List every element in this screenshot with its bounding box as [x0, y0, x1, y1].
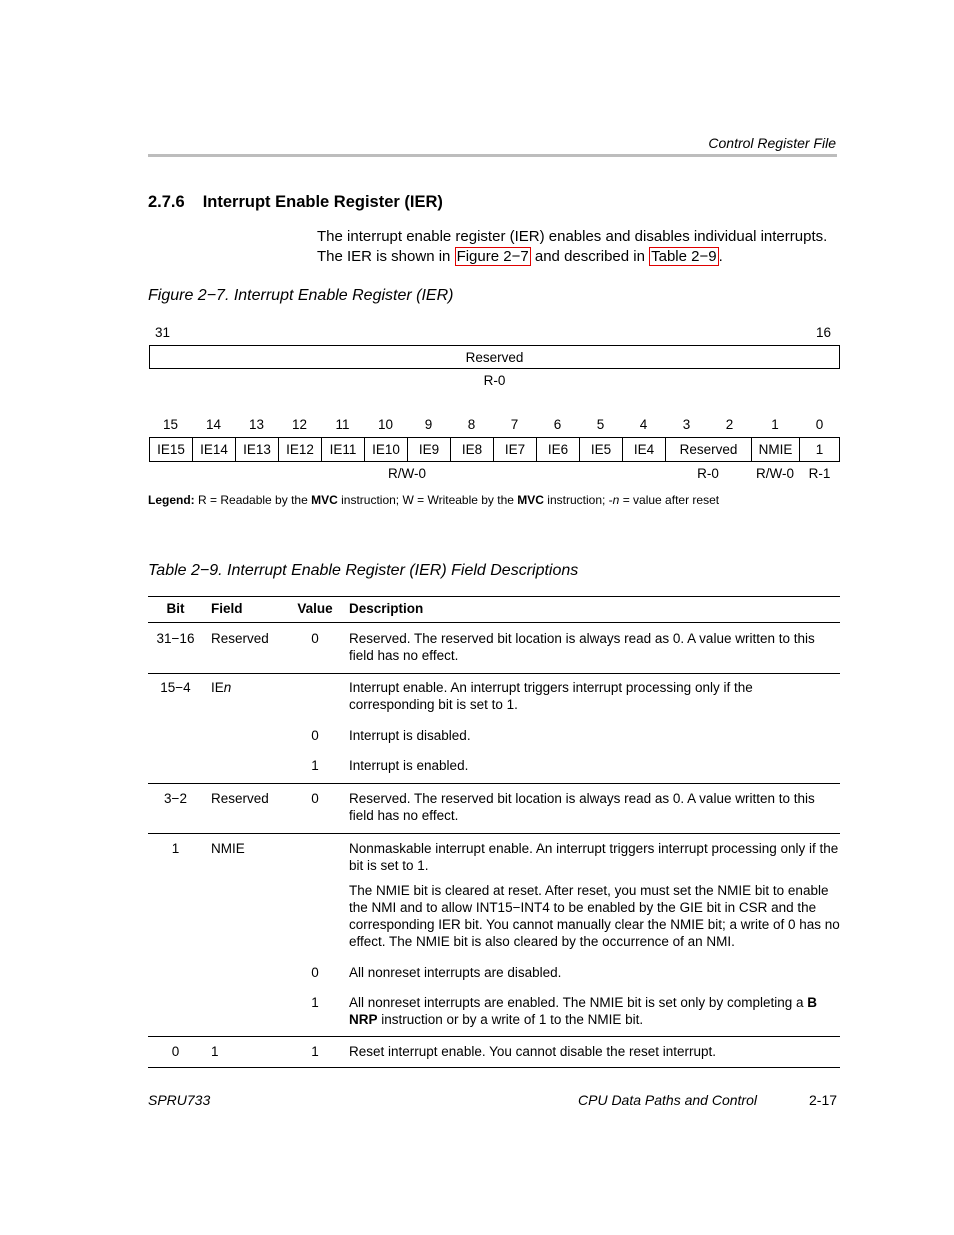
nmie-desc-a: Nonmaskable interrupt enable. An interrupt triggers interrupt processing only if the bit is set to 1. — [349, 841, 839, 873]
access-upper: R-0 — [483, 373, 506, 388]
cell-field: Reserved — [203, 623, 289, 674]
register-field-ie4: IE4 — [623, 438, 666, 461]
access-bit0: R-1 — [808, 466, 831, 481]
cell-bit: 0 — [148, 1037, 203, 1068]
cell-empty — [148, 719, 203, 749]
table-row — [148, 623, 840, 674]
cell-field: 1 — [203, 1037, 289, 1068]
bit-number: 4 — [639, 417, 648, 432]
cell-value: 1 — [289, 1037, 341, 1068]
register-upper — [149, 345, 840, 369]
register-field-ie14: IE14 — [193, 438, 236, 461]
register-field-ie8: IE8 — [451, 438, 494, 461]
register-field-ie13: IE13 — [236, 438, 279, 461]
footer-chapter: CPU Data Paths and Control — [578, 1092, 757, 1108]
cell-empty — [203, 956, 289, 986]
intro-text: The IER is shown in — [317, 248, 455, 265]
bit-number: 6 — [553, 417, 562, 432]
cell-value: 1 — [289, 749, 341, 784]
bit-number: 8 — [467, 417, 476, 432]
cell-empty — [203, 749, 289, 784]
register-field-ie7: IE7 — [494, 438, 537, 461]
table-caption: Table 2−9. Interrupt Enable Register (IER) Field Descriptions — [148, 562, 579, 579]
cell-bit: 1 — [171, 841, 180, 856]
register-field-ie12: IE12 — [279, 438, 322, 461]
table-subrow — [148, 719, 840, 749]
legend-text: = value after reset — [619, 493, 720, 507]
table-subrow — [148, 956, 840, 986]
register-field-nmie: NMIE — [752, 438, 800, 461]
intro-line-1: The interrupt enable register (IER) enables and disables individual interrupts. — [317, 228, 828, 245]
cell-bit: 31−16 — [148, 623, 203, 674]
footer-page-number: 2-17 — [809, 1092, 838, 1108]
cell-field: NMIE — [211, 841, 245, 856]
table-2-9-link[interactable]: Table 2−9 — [651, 248, 717, 265]
cell-value: 0 — [289, 623, 341, 674]
header-rule — [148, 154, 837, 157]
cell-value: 0 — [311, 728, 319, 743]
cell-description: Reserved. The reserved bit location is always read as 0. A value written to this field has no effect. — [341, 623, 840, 674]
header-description: Description — [341, 597, 840, 623]
cell-field: Reserved — [203, 784, 289, 834]
register-field-reserved-lower: Reserved — [666, 438, 752, 461]
bit-number-31: 31 — [155, 325, 171, 340]
cell-value: 0 — [289, 784, 341, 834]
table-row — [148, 834, 840, 957]
cell-bit: 15−4 — [160, 680, 191, 695]
cell-value — [289, 834, 341, 957]
table-row — [148, 784, 840, 834]
legend-label: Legend: — [148, 493, 195, 507]
cell-bit: 3−2 — [148, 784, 203, 834]
bit-number: 0 — [815, 417, 824, 432]
bit-number: 2 — [725, 417, 734, 432]
legend-mvc: MVC — [517, 493, 544, 507]
legend-n: n — [612, 493, 620, 507]
bit-number: 5 — [596, 417, 605, 432]
register-lower — [149, 437, 840, 462]
intro-text: . — [718, 248, 723, 265]
bit-number: 15 — [162, 417, 179, 432]
table-subrow — [148, 986, 840, 1037]
cell-description: Interrupt is disabled. — [349, 728, 471, 743]
cell-description — [341, 986, 840, 1037]
cell-empty — [148, 749, 203, 784]
section-title-text: Interrupt Enable Register (IER) — [202, 193, 443, 211]
register-field-ie6: IE6 — [537, 438, 580, 461]
cell-description: Reset interrupt enable. You cannot disable the reset interrupt. — [341, 1037, 840, 1068]
bit-number: 3 — [682, 417, 691, 432]
cell-empty — [148, 956, 203, 986]
legend — [148, 493, 719, 507]
access-nmie: R/W-0 — [755, 466, 794, 481]
field-n: n — [223, 680, 232, 695]
register-field-ie9: IE9 — [408, 438, 451, 461]
desc-bold: B NRP — [349, 995, 817, 1027]
field-description-table — [148, 596, 840, 1068]
table-row — [148, 674, 840, 720]
bit-number: 13 — [248, 417, 265, 432]
cell-description: Interrupt is enabled. — [341, 749, 840, 784]
running-head: Control Register File — [708, 135, 836, 151]
table-subrow — [148, 749, 840, 784]
bit-number: 14 — [205, 417, 222, 432]
register-field-bit0: 1 — [815, 442, 824, 457]
legend-text: instruction; W = Writeable by the — [337, 493, 518, 507]
cell-value — [289, 674, 341, 720]
register-field-ie15: IE15 — [150, 438, 193, 461]
legend-mvc: MVC — [311, 493, 338, 507]
cell-empty — [148, 986, 203, 1037]
footer-doc-id: SPRU733 — [148, 1092, 211, 1108]
header-value: Value — [289, 597, 341, 623]
register-field-ie10: IE10 — [365, 438, 408, 461]
cell-value: 1 — [289, 986, 341, 1037]
bit-number: 10 — [377, 417, 394, 432]
intro-paragraph — [317, 227, 847, 267]
nmie-desc-b: The NMIE bit is cleared at reset. After reset, you must set the NMIE bit to enable the NMI and to allow INT15−INT4 to be enabled by the GIE bit in CSR and the corresponding IER bit. You cannot manually clear the NMIE bit; a write of 0 has no effect. The NMIE bit is also cleared by the occurrence of an NMI. — [349, 883, 840, 949]
section-title — [148, 193, 443, 212]
field-ie: IE — [211, 680, 224, 695]
figure-2-7-link[interactable]: Figure 2−7 — [456, 248, 529, 265]
legend-text: R = Readable by the — [194, 493, 312, 507]
cell-description: Interrupt enable. An interrupt triggers interrupt processing only if the corresponding bit is set to 1. — [349, 680, 753, 712]
cell-description — [341, 834, 840, 957]
register-field-ie11: IE11 — [322, 438, 365, 461]
bit-number: 1 — [771, 417, 779, 432]
register-field-reserved-upper: Reserved — [465, 349, 524, 365]
bit-number: 7 — [510, 417, 519, 432]
cell-value: 0 — [311, 965, 319, 980]
desc-text: instruction or by a write of 1 to the NMIE bit. — [377, 1012, 644, 1027]
cell-description: Reserved. The reserved bit location is always read as 0. A value written to this field has no effect. — [341, 784, 840, 834]
bit-number-16: 16 — [816, 325, 832, 340]
desc-text: All nonreset interrupts are enabled. The NMIE bit is set only by completing a — [349, 995, 808, 1010]
bit-number: 11 — [335, 417, 350, 432]
legend-text: instruction; - — [543, 493, 613, 507]
cell-empty — [203, 719, 289, 749]
bit-number: 12 — [291, 417, 308, 432]
cell-description: All nonreset interrupts are disabled. — [349, 965, 562, 980]
register-field-ie5: IE5 — [580, 438, 623, 461]
table-header-row — [148, 597, 840, 623]
access-reserved-lower: R-0 — [697, 466, 719, 481]
header-field: Field — [203, 597, 289, 623]
intro-text: and described in — [530, 248, 650, 265]
table-row — [148, 1037, 840, 1068]
access-ie-fields: R/W-0 — [387, 466, 426, 481]
cell-field — [203, 674, 289, 720]
cell-empty — [203, 986, 289, 1037]
figure-caption: Figure 2−7. Interrupt Enable Register (IER) — [148, 287, 454, 304]
section-number: 2.7.6 — [148, 193, 185, 211]
bit-number: 9 — [424, 417, 433, 432]
header-bit: Bit — [148, 597, 203, 623]
